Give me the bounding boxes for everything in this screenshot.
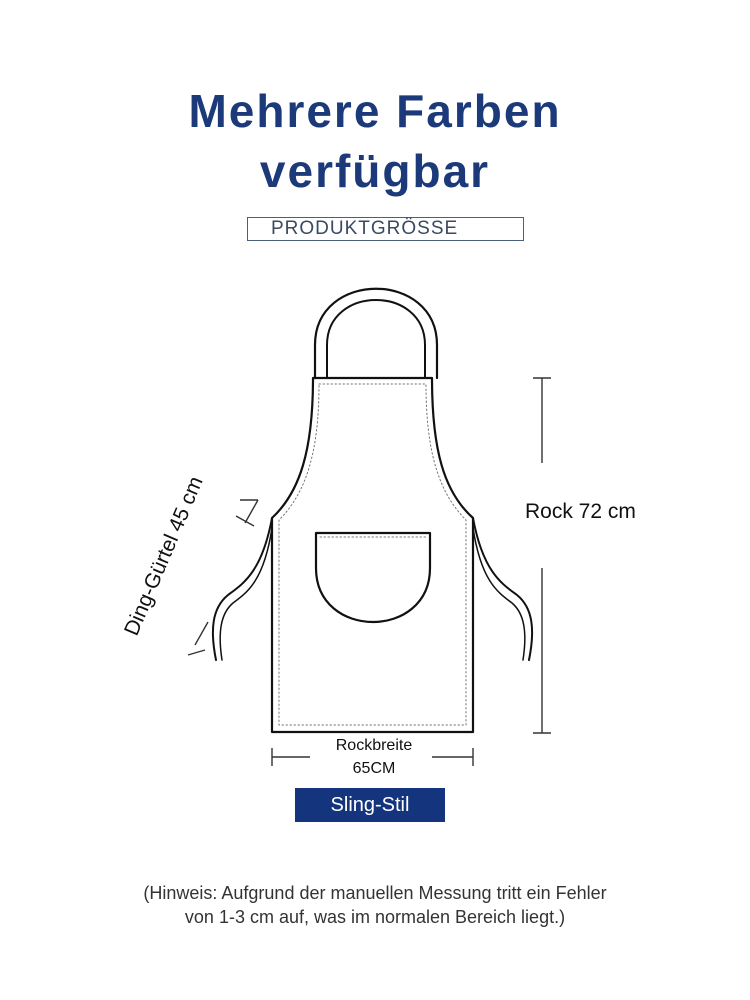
apron-stitching bbox=[279, 384, 466, 725]
neck-strap-inner bbox=[327, 300, 425, 378]
skirt-length-marker bbox=[533, 378, 551, 733]
tie-length-label: Ding-Gürtel 45 cm bbox=[120, 473, 208, 639]
style-badge: Sling-Stil bbox=[295, 788, 445, 822]
apron-outline bbox=[272, 378, 473, 732]
neck-strap bbox=[315, 289, 437, 378]
product-size-label: PRODUKTGRÖSSE bbox=[247, 217, 524, 241]
skirt-width-value: 65CM bbox=[352, 760, 396, 777]
skirt-length-label: Rock 72 cm bbox=[525, 500, 636, 523]
left-waist-tie bbox=[213, 518, 272, 660]
note-line-2: von 1-3 cm auf, was im normalen Bereich liegt.) bbox=[184, 907, 566, 927]
skirt-width-title: Rockbreite bbox=[335, 737, 413, 754]
right-waist-tie bbox=[473, 518, 532, 660]
pocket bbox=[316, 533, 430, 622]
headline-line-2: verfügbar bbox=[259, 145, 491, 197]
note-line-1: (Hinweis: Aufgrund der manuellen Messung tritt ein Fehler bbox=[143, 883, 607, 903]
headline-line-1: Mehrere Farben bbox=[188, 85, 562, 137]
